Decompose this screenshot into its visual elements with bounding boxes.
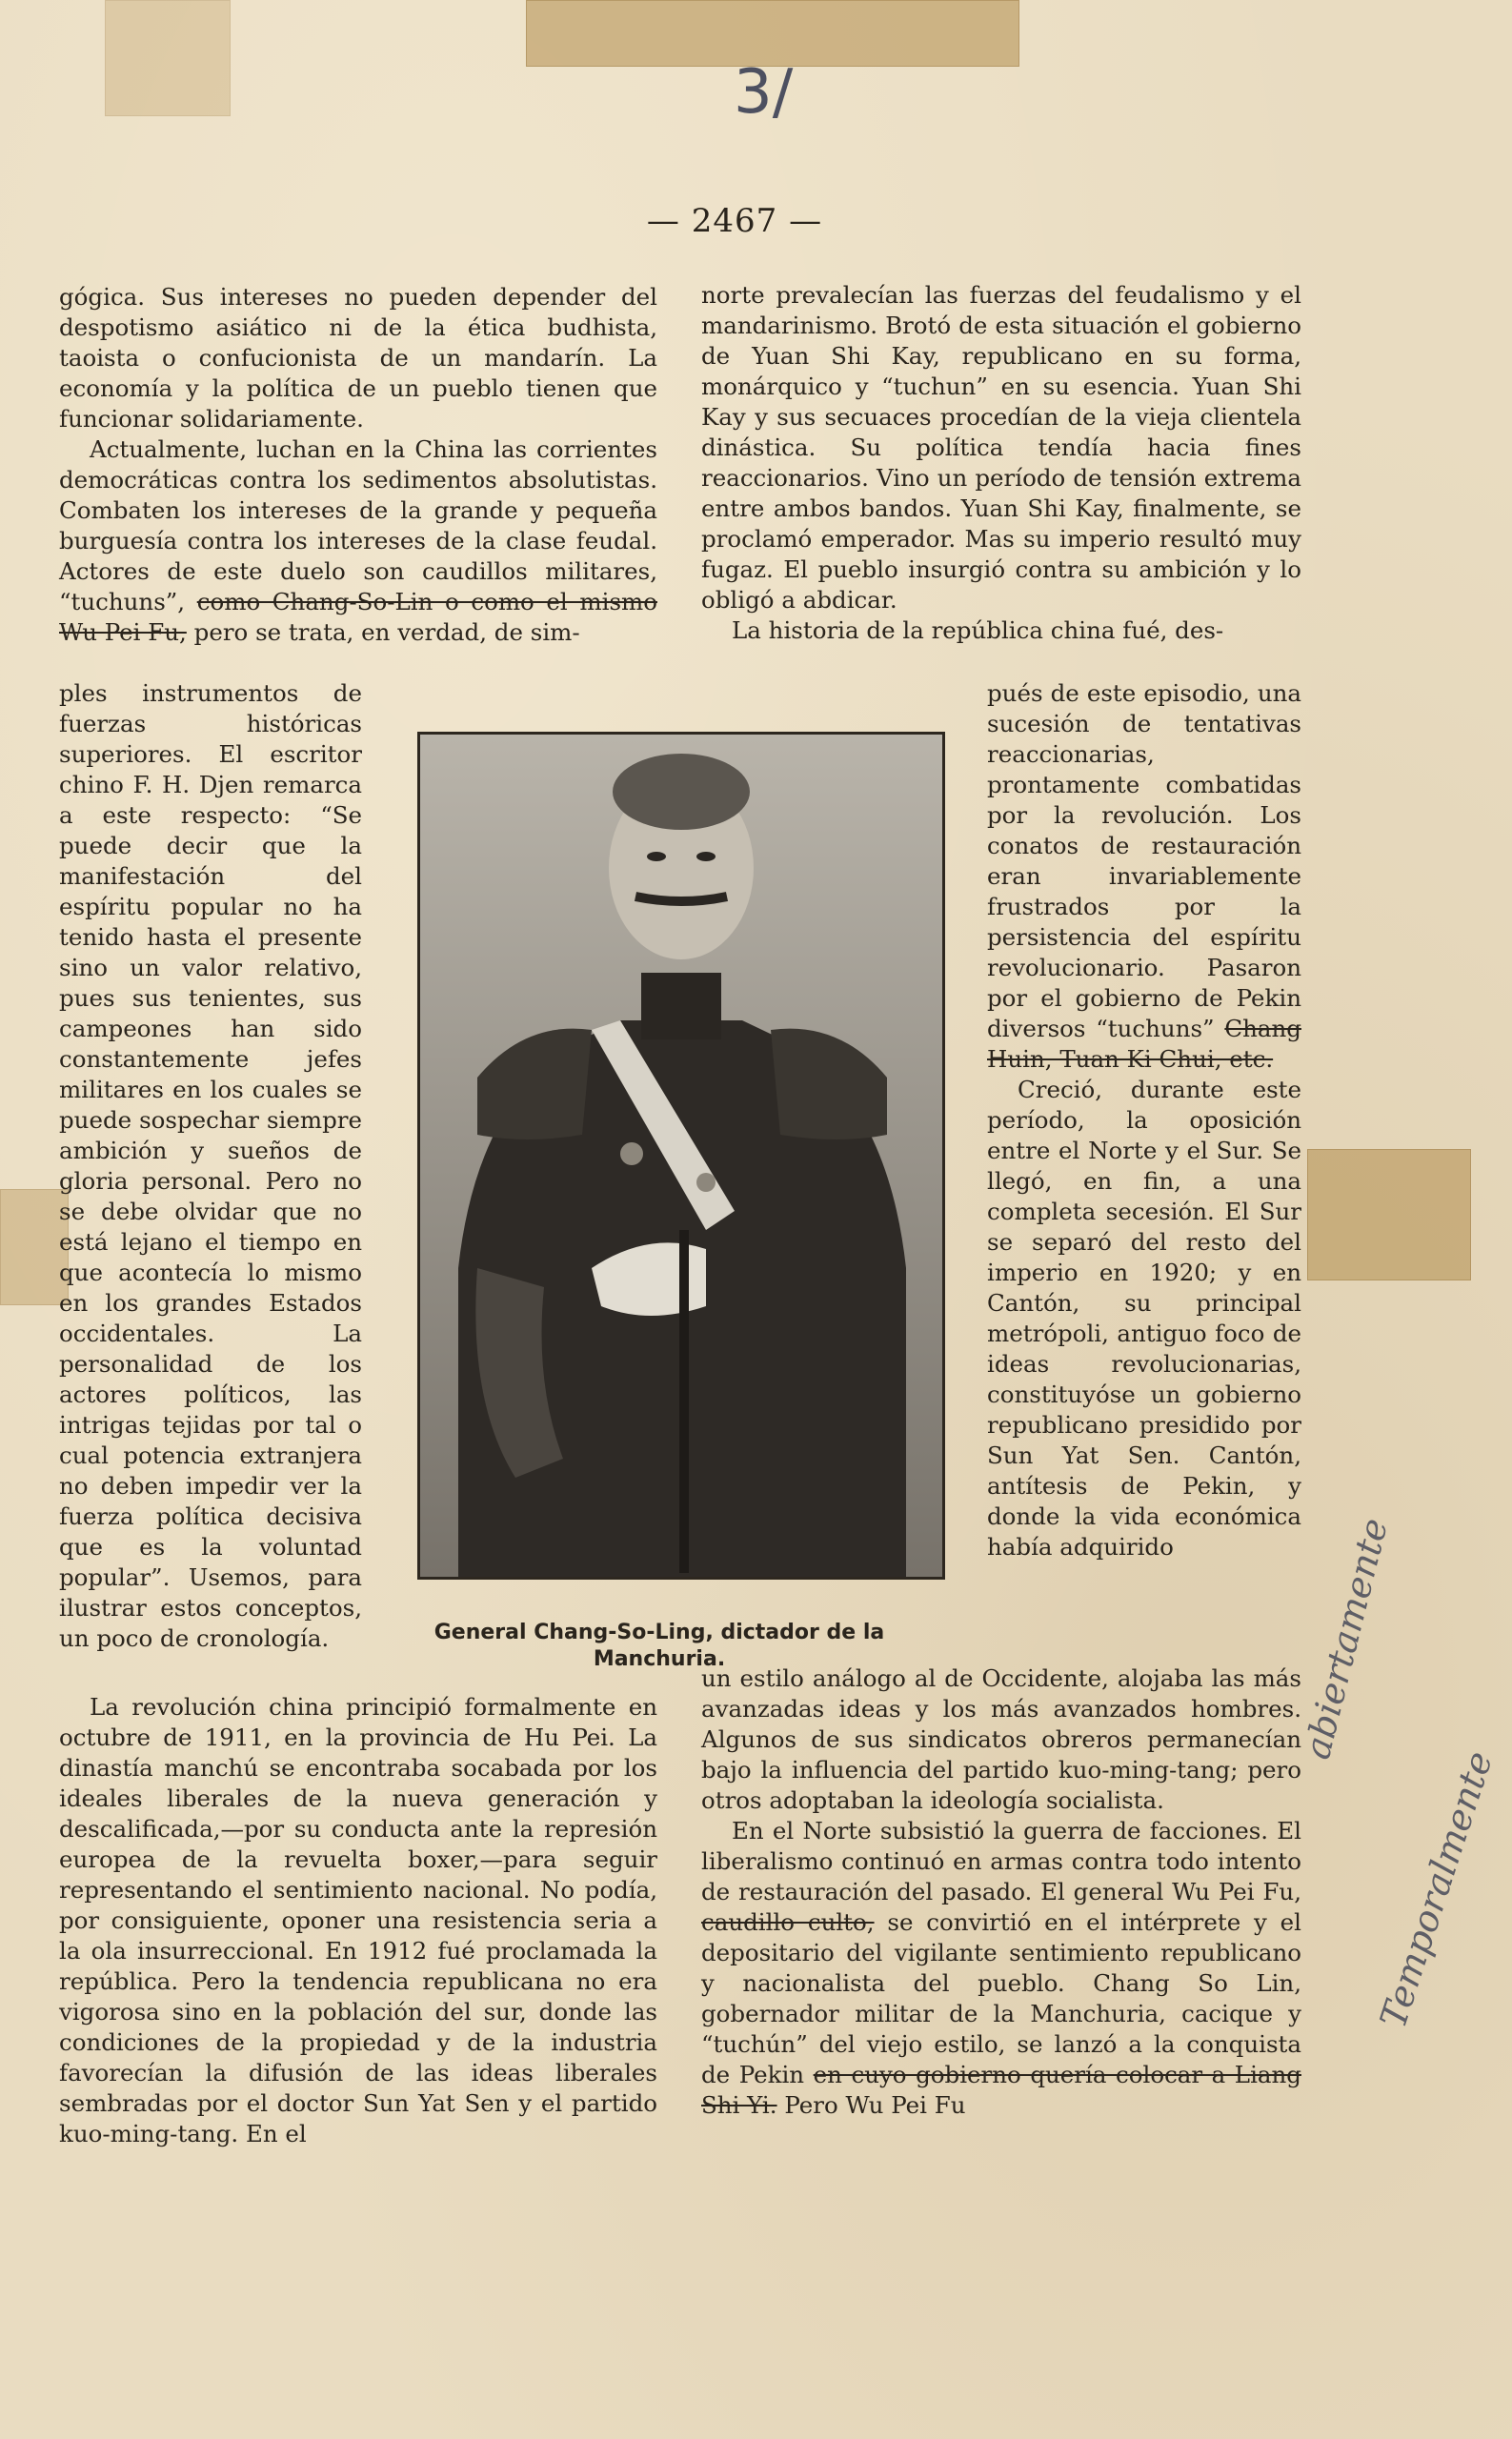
paragraph: La revolución china principió formalmente en octubre de 1911, en la provincia de Hu Pei. La dinastía manchú se encontraba socabada por los ideales liberales de la nueva generación y descalificada,—por su conducta ante la represión europea de la revuelta boxer,—para seguir representando el sentimiento nacional. No podía, por consiguiente, oponer una resistencia seria a la ola insurreccional. En 1912 fué proclamada la república. Pero la tendencia republicana no era vigorosa sino en la población del sur, donde las condiciones de la propiedad y de la industria favorecían la difusión de las ideas liberales sembradas por el doctor Sun Yat Sen y el partido kuo-ming-tang. En el [59,1693,657,2147]
right-column-top [701,280,1301,646]
paragraph: En el Norte subsistió la guerra de facciones. El liberalismo continuó en armas contra todo intento de restauración del pasado. El general Wu Pei Fu, [701,1817,1301,1905]
struck-text: en cuyo gobierno quería colocar a Liang Shi Yi. [701,2061,1301,2119]
paragraph: norte prevalecían las fuerzas del feudalismo y el mandarinismo. Brotó de esta situación el gobierno de Yuan Shi Kay, republicano en su forma, monárquico y “tuchun” en su esencia. Yuan Shi Kay y sus secuaces procedían de la vieja clientela dinástica. Su política tendía hacia fines reaccionarios. Vino un período de tensión extrema entre ambos bandos. Yuan Shi Kay, finalmente, se proclamó emperador. Mas su imperio resultó muy fugaz. El pueblo insurgió contra su ambición y lo obligó a abdicar. [701,281,1301,614]
paragraph: La historia de la república china fué, des- [732,616,1224,644]
photo-caption: General Chang-So-Ling, dictador de la Manchuria. [433,1621,885,1671]
paragraph: ples instrumentos de fuerzas históricas superiores. El escritor chino F. H. Djen remarca a este respecto: “Se puede decir que la manifestación del espíritu popular no ha tenido hasta el presente sino un valor relativo, pues sus tenientes, sus campeones han sido constantemente jefes militares en los cuales se puede sospechar siempre ambición y sueños de gloria personal. Pero no se debe olvidar que no está lejano el tiempo en que acontecía lo mismo en los grandes Estados occidentales. La personalidad de los actores políticos, las intrigas tejidas por tal o cual potencia extranjera no deben impedir ver la fuerza política decisiva que es la voluntad popular”. Usemos, para ilustrar estos conceptos, un poco de cronología. [59,679,362,1652]
struck-text: como Chang-So-Lin o como el mismo Wu Pei Fu, [59,588,657,646]
portrait-illustration [420,735,942,1577]
struck-text: Chang Huin, Tuan Ki Chui, etc. [987,1015,1301,1073]
pencil-page-mark: 3/ [734,57,794,128]
tape-top-left [105,0,231,116]
paragraph: Actualmente, luchan en la China las corrientes democráticas contra los sedimentos absolutistas. Combaten los intereses de la grande y pequeña burguesía contra los intereses de la clase feudal. Actores de este duelo son caudillos militares, “tuchuns”, [59,435,657,615]
page-number: — 2467 — [646,202,823,240]
paragraph-cont: pero se trata, en verdad, de sim- [193,618,580,646]
left-column-top [59,282,657,648]
paragraph-end: Pero Wu Pei Fu [784,2091,966,2119]
paragraph-cont: se convirtió en el intérprete y el depositario del vigilante sentimiento republicano y nacionalista del pueblo. Chang So Lin, gobernador militar de la Manchuria, cacique y “tuchún” del viejo estilo, se lanzó a la conquista de Pekin [701,1908,1301,2088]
struck-text: caudillo culto, [701,1908,875,1936]
paragraph: gógica. Sus intereses no pueden depender del despotismo asiático ni de la ética budhista, taoista o confucionista de un mandarín. La economía y la política de un pueblo tienen que funcionar solidariamente. [59,283,657,433]
margin-note: Temporalmente [1372,1745,1502,2033]
margin-note: abiertamente [1296,1514,1397,1764]
paragraph: pués de este episodio, una sucesión de tentativas reaccionarias, prontamente combatidas por la revolución. Los conatos de restauración eran invariablemente frustrados por la persistencia del espíritu revolucionario. Pasaron por el gobierno de Pekin diversos “tuchuns” [987,679,1301,1042]
paragraph: Creció, durante este período, la oposición entre el Norte y el Sur. Se llegó, en fin, a una completa secesión. El Sur se separó del resto del imperio en 1920; y en Cantón, su principal metrópoli, antiguo foco de ideas revolucionarias, constituyóse un gobierno republicano presidido por Sun Yat Sen. Cantón, antítesis de Pekin, y donde la vida económica había adquirido [987,1076,1301,1561]
tape-right [1307,1149,1471,1280]
paragraph: un estilo análogo al de Occidente, alojaba las más avanzadas ideas y los más avanzados hombres. Algunos de sus sindicatos obreros permanecían bajo la influencia del partido kuo-ming-tang; pero otros adoptaban la ideología socialista. [701,1664,1301,1814]
right-column-bottom [701,1663,1301,2121]
left-column-bottom [59,1692,657,2149]
left-column-wrap [59,678,362,1654]
right-column-wrap [987,678,1301,1562]
portrait-photo [417,732,945,1580]
